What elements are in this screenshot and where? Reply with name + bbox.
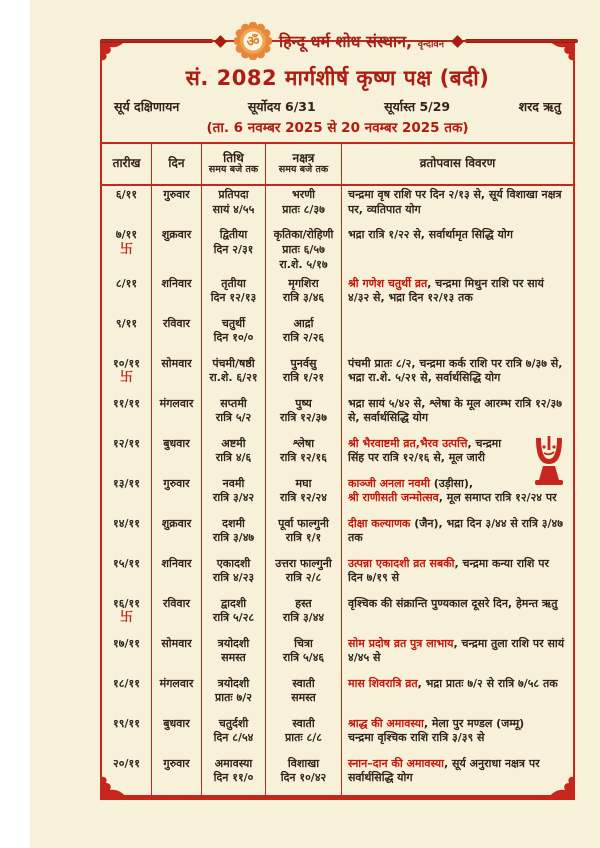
details-text: भद्रा रात्रि १/२२ से, सर्वार्थामृत सिद्धि योग: [348, 228, 513, 241]
nakshatra-line: रात्रि १/२१: [282, 371, 325, 385]
line-endcap-right: [451, 35, 464, 48]
festival-text: श्री भैरवाष्टमी व्रत,भैरव उत्पत्ति: [348, 436, 468, 450]
decorative-line-right: [465, 39, 578, 43]
table-row: [102, 435, 573, 475]
table-row: [102, 395, 573, 435]
day-cell: सोमवार: [152, 635, 202, 675]
day-cell: मंगलवार: [152, 675, 202, 715]
date-cell: ८/११: [102, 275, 152, 315]
table-row: [102, 755, 573, 795]
date-range: (ता. 6 नवम्बर 2025 से 20 नवम्बर 2025 तक): [206, 120, 469, 136]
nakshatra-line: आर्द्रा: [293, 316, 314, 330]
details-text: सर्वार्थसिद्धि योग: [348, 771, 413, 785]
details-cell: [342, 435, 573, 475]
date-cell: १५/११: [102, 555, 152, 595]
nakshatra-line: प्रातः ८/८: [285, 731, 322, 745]
date-cell: ७/११ 卐: [102, 226, 152, 275]
om-flower-icon: [234, 22, 272, 60]
org-place: वृन्दावन: [417, 39, 444, 50]
col-header-tithi: तिथि समय बजे तक: [202, 144, 266, 184]
nakshatra-line: श्लेषा: [292, 436, 315, 450]
nakshatra-cell: [266, 515, 342, 555]
festival-text: श्री राणीसती जन्मोत्सव: [348, 491, 439, 505]
nakshatra-line: रात्रि ३/४६: [282, 291, 325, 305]
tithi-line: त्रयोदशी: [217, 676, 250, 690]
details-text: , मूल समाप्त रात्रि १२/२४ पर: [438, 491, 557, 505]
col-header-date: तारीख: [102, 144, 152, 184]
org-logo-group: [228, 22, 450, 60]
day-cell: बुधवार: [152, 715, 202, 755]
nakshatra-line: स्वाती: [292, 676, 315, 690]
nakshatra-cell: [266, 715, 342, 755]
season-label: शरद ऋतु: [518, 99, 561, 114]
svg-text:ॐ: ॐ: [246, 34, 260, 51]
details-text: , चन्द्रमा: [467, 436, 502, 450]
details-cell: [342, 355, 573, 395]
tithi-line: प्रातः ७/२: [215, 691, 252, 705]
decorative-line-left: [100, 39, 213, 43]
festival-text: काञ्जी अनला नवमी: [348, 476, 430, 490]
nakshatra-cell: [266, 186, 342, 226]
nakshatra-line: प्रातः ६/५७: [282, 242, 325, 256]
col-header-details: व्रतोपवास विवरण: [419, 156, 496, 171]
festival-text: श्राद्ध की अमावस्या: [348, 716, 424, 730]
date-cell: १८/११: [102, 675, 152, 715]
tithi-line: नवमी: [222, 476, 245, 490]
day-cell: बुधवार: [152, 435, 202, 475]
col-header-nakshatra: नक्षत्र समय बजे तक: [266, 144, 342, 184]
calendar-frame: [100, 40, 575, 800]
table-row: [102, 675, 573, 715]
details-text: , चन्द्रमा तुला राशि पर सायं ४/४५ से: [348, 636, 565, 665]
date-cell: १२/११: [102, 435, 152, 475]
nakshatra-line: विशाखा: [287, 756, 320, 770]
tithi-line: दिन ८/५४: [213, 731, 254, 745]
details-text: वृश्चिक की संक्रान्ति पुण्यकाल दूसरे दिन, हेमन्त ऋतु: [348, 596, 558, 610]
ayan-label: सूर्य दक्षिणायन: [114, 99, 180, 114]
nakshatra-line: रा.शे. ५/१७: [279, 257, 328, 271]
date-cell: १९/११: [102, 715, 152, 755]
details-cell: [342, 515, 573, 555]
nakshatra-line: रात्रि १२/३७: [280, 411, 327, 425]
calendar-page: [30, 0, 600, 848]
day-cell: गुरुवार: [152, 755, 202, 795]
date-cell: २०/११: [102, 755, 152, 795]
table-header-row: [102, 144, 573, 186]
details-text: , मेला पुर मण्डल (जम्मू): [423, 716, 525, 730]
nakshatra-cell: [266, 275, 342, 315]
festival-text: स्नान–दान की अमावस्या: [348, 756, 444, 770]
tithi-line: दिन ११/०: [213, 771, 254, 785]
details-text: , भद्रा प्रातः ७/२ से रात्रि ७/५८ तक: [417, 676, 558, 690]
details-cell: [342, 226, 573, 275]
nakshatra-cell: [266, 226, 342, 275]
festival-text: मास शिवरात्रि व्रत: [348, 676, 418, 690]
table-row: [102, 515, 573, 555]
tithi-cell: [202, 595, 266, 635]
sun-info-row: [102, 98, 573, 115]
swastika-icon: 卐: [119, 370, 133, 386]
nakshatra-line: पुष्य: [295, 396, 312, 410]
nakshatra-line: कृतिका/रोहिणी: [273, 228, 334, 241]
nakshatra-line: दिन १०/४२: [280, 771, 327, 785]
tithi-cell: [202, 186, 266, 226]
table-row: [102, 715, 573, 755]
sunset-label: सूर्यास्त 5/29: [384, 99, 451, 114]
tithi-cell: [202, 475, 266, 515]
tithi-cell: [202, 315, 266, 355]
date-cell: ११/११: [102, 395, 152, 435]
nakshatra-cell: [266, 355, 342, 395]
festival-text: उत्पन्ना एकादशी व्रत सबकी: [348, 556, 455, 570]
table-row: [102, 226, 573, 275]
tithi-line: सप्तमी: [220, 396, 247, 410]
table-row: [102, 186, 573, 226]
nakshatra-line: हस्त: [295, 596, 312, 610]
day-cell: सोमवार: [152, 355, 202, 395]
day-cell: गुरुवार: [152, 186, 202, 226]
details-cell: [342, 595, 573, 635]
details-cell: [342, 315, 573, 355]
tithi-line: सायं ४/५५: [212, 202, 255, 216]
tithi-line: रात्रि ३/४२: [212, 491, 255, 505]
calendar-title: सं. 2082 मार्गशीर्ष कृष्ण पक्ष (बदी): [185, 66, 490, 90]
nakshatra-cell: [266, 595, 342, 635]
tithi-line: रात्रि ४/६: [215, 451, 252, 465]
tithi-line: दशमी: [222, 516, 245, 530]
date-cell: १६/११ 卐: [102, 595, 152, 635]
nakshatra-line: समस्त: [291, 691, 316, 705]
table-row: [102, 355, 573, 395]
tithi-line: पंचमी/षष्ठी: [212, 356, 255, 370]
table-row: [102, 635, 573, 675]
tithi-line: द्वादशी: [220, 596, 247, 610]
details-cell: [342, 675, 573, 715]
nakshatra-line: रात्रि १/१: [285, 531, 322, 545]
details-cell: [342, 275, 573, 315]
nakshatra-line: रात्रि २/२६: [282, 331, 325, 345]
table-row: [102, 315, 573, 355]
table-row: [102, 475, 573, 515]
details-cell: [342, 635, 573, 675]
details-cell: [342, 555, 573, 595]
nakshatra-line: चित्रा: [294, 636, 313, 650]
nakshatra-line: स्वाती: [292, 716, 315, 730]
day-cell: रविवार: [152, 595, 202, 635]
details-text: भद्रा सायं ५/४२ से, श्लेषा के मूल आरम्भ रात्रि १२/३७ से, सर्वार्थसिद्धि योग: [348, 396, 562, 425]
nakshatra-line: रात्रि ३/४४: [282, 611, 325, 625]
details-cell: [342, 475, 573, 515]
date-cell: १०/११ 卐: [102, 355, 152, 395]
date-cell: १३/११: [102, 475, 152, 515]
table-row: [102, 275, 573, 315]
details-text: (जैन), भद्रा दिन ३/४४ से रात्रि ३/४७ तक: [348, 516, 563, 545]
nakshatra-cell: [266, 675, 342, 715]
tithi-line: अष्टमी: [221, 436, 246, 450]
tithi-line: दिन १०/०: [213, 331, 254, 345]
details-text: चन्द्रमा वृष राशि पर दिन २/१३ से, सूर्य विशाखा नक्षत्र पर, व्यतिपात योग: [348, 188, 562, 216]
tithi-line: समस्त: [221, 651, 246, 665]
tithi-line: त्रयोदशी: [217, 636, 250, 650]
org-header-band: [100, 22, 578, 60]
festival-text: दीक्षा कल्याणक: [348, 516, 411, 530]
tithi-cell: [202, 635, 266, 675]
festival-text: सोम प्रदोष व्रत पुत्र लाभाय: [348, 636, 454, 650]
day-cell: रविवार: [152, 315, 202, 355]
nakshatra-line: रात्रि १२/१६: [280, 451, 327, 465]
tithi-line: एकादशी: [216, 556, 251, 570]
date-cell: ६/११: [102, 186, 152, 226]
col-header-day: दिन: [152, 144, 202, 184]
tithi-line: चतुर्थी: [221, 316, 246, 330]
details-text: सिंह पर रात्रि १२/१६ से, मूल जारी: [348, 451, 486, 465]
tithi-line: तृतीया: [221, 276, 246, 290]
sunrise-label: सूर्योदय 6/31: [247, 99, 316, 114]
tithi-line: दिन १२/१३: [210, 291, 257, 305]
swastika-icon: 卐: [119, 241, 133, 257]
tithi-line: रात्रि ३/४७: [212, 531, 255, 545]
tithi-line: द्वितीया: [219, 228, 248, 241]
tithi-line: रात्रि ५/२८: [212, 611, 255, 625]
tithi-cell: [202, 226, 266, 275]
day-cell: शनिवार: [152, 555, 202, 595]
details-text: , सूर्य अनुराधा नक्षत्र पर: [443, 756, 540, 770]
tithi-line: रा.शे. ६/२१: [209, 371, 258, 385]
nakshatra-line: उत्तरा फाल्गुनी: [275, 556, 332, 570]
nakshatra-line: रात्रि ५/४६: [282, 651, 325, 665]
details-text: , चन्द्रमा कन्या राशि पर दिन ७/१९ से: [348, 556, 549, 585]
nakshatra-cell: [266, 475, 342, 515]
date-cell: ९/११: [102, 315, 152, 355]
tithi-line: रात्रि ४/२३: [212, 571, 255, 585]
org-name: हिन्दू धर्म शोध संस्थान, वृन्दावन: [279, 32, 444, 51]
table-row: [102, 555, 573, 595]
details-text: चन्द्रमा वृश्चिक राशि रात्रि ३/३९ से: [348, 731, 485, 745]
details-cell: [342, 755, 573, 795]
tithi-line: प्रतिपदा: [218, 188, 249, 201]
tithi-line: चतुर्दशी: [218, 716, 249, 730]
tithi-cell: [202, 515, 266, 555]
tithi-cell: [202, 675, 266, 715]
swastika-icon: 卐: [119, 610, 133, 626]
details-cell: [342, 186, 573, 226]
details-text: पंचमी प्रातः ८/२, चन्द्रमा कर्क राशि पर रात्रि ७/३७ से, भद्रा रा.शे. ५/२१ से, सर्वार्थसिद्धि योग: [348, 356, 563, 385]
calendar-body: [102, 186, 573, 795]
day-cell: शनिवार: [152, 275, 202, 315]
day-cell: शुक्रवार: [152, 226, 202, 275]
details-cell: [342, 715, 573, 755]
details-text: , चन्द्रमा मिथुन राशि पर सायं ४/३२ से, भद्रा दिन १२/१३ तक: [348, 276, 544, 305]
nakshatra-line: प्रातः ८/३७: [282, 202, 325, 216]
tithi-line: रात्रि ५/२: [215, 411, 252, 425]
nakshatra-line: रात्रि १२/२४: [280, 491, 327, 505]
festival-text: श्री गणेश चतुर्थी व्रत: [348, 276, 428, 290]
nakshatra-line: भरणी: [291, 188, 316, 201]
day-cell: शुक्रवार: [152, 515, 202, 555]
day-cell: मंगलवार: [152, 395, 202, 435]
table-row: [102, 595, 573, 635]
panchang-table: [102, 142, 573, 795]
tithi-cell: [202, 355, 266, 395]
nakshatra-cell: [266, 635, 342, 675]
details-cell: [342, 395, 573, 435]
tithi-cell: [202, 275, 266, 315]
tithi-cell: [202, 395, 266, 435]
nakshatra-cell: [266, 755, 342, 795]
nakshatra-line: मघा: [295, 476, 312, 490]
line-endcap-left: [214, 35, 227, 48]
tithi-cell: [202, 555, 266, 595]
nakshatra-cell: [266, 395, 342, 435]
tithi-line: अमावस्या: [214, 756, 253, 770]
nakshatra-line: मृगशिरा: [288, 276, 319, 290]
nakshatra-line: पुनर्वसु: [290, 356, 317, 370]
day-cell: गुरुवार: [152, 475, 202, 515]
nakshatra-cell: [266, 435, 342, 475]
date-cell: १४/११: [102, 515, 152, 555]
nakshatra-line: रात्रि २/८: [285, 571, 322, 585]
tithi-cell: [202, 755, 266, 795]
nakshatra-cell: [266, 315, 342, 355]
nakshatra-line: पूर्वा फाल्गुनी: [278, 516, 329, 530]
tithi-cell: [202, 435, 266, 475]
details-text: (उड़ीसा),: [429, 476, 474, 490]
tithi-cell: [202, 715, 266, 755]
nakshatra-cell: [266, 555, 342, 595]
tithi-line: दिन २/३१: [213, 242, 254, 256]
date-cell: १७/११: [102, 635, 152, 675]
